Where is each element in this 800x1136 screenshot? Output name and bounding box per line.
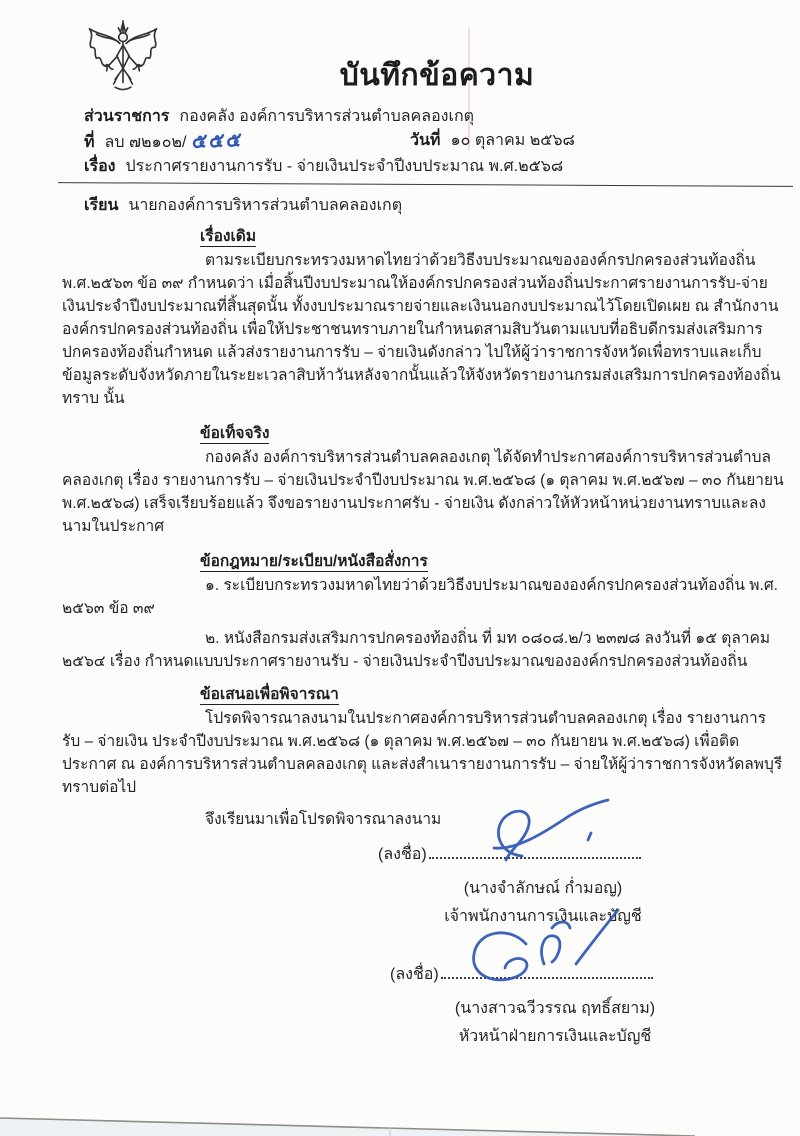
signature-dotted-line <box>441 964 653 979</box>
signature-block-finance-head <box>390 962 720 1049</box>
date-field <box>410 130 575 152</box>
doc-number-label: ที่ <box>84 134 95 151</box>
section-heading-facts: ข้อเท็จจริง <box>200 425 270 442</box>
signer-name: (นางสาวฉวีวรรณ ฤทธิ์สยาม) <box>454 1000 656 1017</box>
section-heading-proposal: ข้อเสนอเพื่อพิจารณา <box>200 686 339 703</box>
signer-name: (นางจำลักษณ์ ก่ำมอญ) <box>463 880 623 897</box>
paragraph-proposal: โปรดพิจารณาลงนามในประกาศองค์การบริหารส่วนตำบลคลองเกตุ เรื่อง รายงานการรับ – จ่ายเงิน ประจำปีงบประมาณ พ.ศ.๒๕๖๘ (๑ ตุลาคม พ.ศ.๒๕๖๗ – ๓๐ กันยายน พ.ศ.๒๕๖๘) เพื่อติดประกาศ ณ องค์การบริหารส่วนตำบลคลองเกตุ และส่งสำเนารายงานการรับ – จ่ายให้ผู้ว่าราชการจังหวัดลพบุรี ทราบต่อไป <box>62 710 783 796</box>
section-heading-background: เรื่องเดิม <box>200 228 257 245</box>
number-date-row <box>84 130 790 154</box>
sign-label: (ลงชื่อ) <box>378 846 427 863</box>
to-row <box>84 193 402 218</box>
agency-row <box>84 106 790 128</box>
agency-value: กองคลัง องค์การบริหารส่วนตำบลคลองเกตุ <box>179 108 475 125</box>
subject-row <box>84 156 790 178</box>
doc-number-value: ลบ ๗๒๑๐๒/ <box>104 134 187 151</box>
agency-label: ส่วนราชการ <box>84 108 170 125</box>
memo-body <box>62 225 784 831</box>
signature-dotted-line <box>429 844 641 859</box>
sign-label: (ลงชื่อ) <box>390 966 439 983</box>
section-heading-laws: ข้อกฎหมาย/ระเบียบ/หนังสือสั่งการ <box>200 553 428 570</box>
law-item-2: ๒. หนังสือกรมส่งเสริมการปกครองท้องถิ่น ที่ มท ๐๘๐๘.๒/ว ๒๓๗๘ ลงวันที่ ๑๕ ตุลาคม ๒๕๖๔ เรื่อง กำหนดแบบประกาศรายงานรับ - จ่ายเงินประจำปีงบประมาณขององค์กรปกครองส่วนท้องถิ่น <box>62 630 771 670</box>
signature-block-finance-officer <box>378 842 708 929</box>
subject-label: เรื่อง <box>84 158 116 175</box>
date-label: วันที่ <box>410 132 441 149</box>
closing-line: จึงเรียนมาเพื่อโปรดพิจารณาลงนาม <box>205 811 442 828</box>
sign-row <box>390 962 720 987</box>
memo-header <box>84 106 790 180</box>
signer-position: หัวหน้าฝ่ายการเงินและบัญชี <box>458 1028 652 1045</box>
header-divider <box>58 182 793 187</box>
signer-position: เจ้าพนักงานการเงินและบัญชี <box>444 908 642 925</box>
to-label: เรียน <box>84 197 119 214</box>
doc-number-handwritten: ๕๕๕ <box>191 129 245 153</box>
subject-value: ประกาศรายงานการรับ - จ่ายเงินประจำปีงบประมาณ พ.ศ.๒๕๖๘ <box>125 158 564 175</box>
paragraph-background: ตามระเบียบกระทรวงมหาดไทยว่าด้วยวิธีงบประมาณขององค์กรปกครองส่วนท้องถิ่น พ.ศ.๒๕๖๓ ข้อ ๓๙ กำหนดว่า เมื่อสิ้นปีงบประมาณให้องค์กรปกครองส่วนท้องถิ่นประกาศรายงานการรับ-จ่ายเงินประจำปีงบประมาณที่สิ้นสุดนั้น ทั้งงบประมาณรายจ่ายและเงินนอกงบประมาณไว้โดยเปิดเผย ณ สำนักงานองค์กรปกครองส่วนท้องถิ่น เพื่อให้ประชาชนทราบภายในกำหนดสามสิบวันตามแบบที่อธิบดีกรมส่งเสริมการปกครองท้องถิ่นกำหนด แล้วส่งรายงานการรับ – จ่ายเงินดังกล่าว ไปให้ผู้ว่าราชการจังหวัดเพื่อทราบและเก็บข้อมูลระดับจังหวัดภายในระยะเวลาสิบห้าวันหลังจากนั้นแล้วให้จังหวัดรายงานกรมส่งเสริมการปกครองท้องถิ่นทราบ นั้น <box>62 252 781 407</box>
date-value: ๑๐ ตุลาคม ๒๕๖๘ <box>450 132 575 149</box>
paragraph-facts: กองคลัง องค์การบริหารส่วนตำบลคลองเกตุ ได้จัดทำประกาศองค์การบริหารส่วนตำบลคลองเกตุ เรื่อง รายงานการรับ – จ่ายเงินประจำปีงบประมาณ พ.ศ.๒๕๖๘ (๑ ตุลาคม พ.ศ.๒๕๖๗ – ๓๐ กันยายน พ.ศ.๒๕๖๘) เสร็จเรียบร้อยแล้ว จึงขอรายงานประกาศรับ - จ่ายเงิน ดังกล่าวให้หัวหน้าหน่วยงานทราบและลงนามในประกาศ <box>62 449 784 535</box>
scan-page-edge <box>0 1106 800 1136</box>
law-item-1: ๑. ระเบียบกระทรวงมหาดไทยว่าด้วยวิธีงบประมาณขององค์กรปกครองส่วนท้องถิ่น พ.ศ. ๒๕๖๓ ข้อ ๓๙ <box>62 577 778 617</box>
sign-row <box>378 842 708 867</box>
to-value: นายกองค์การบริหารส่วนตำบลคลองเกตุ <box>128 197 403 214</box>
page-title: บันทึกข้อความ <box>339 59 535 92</box>
